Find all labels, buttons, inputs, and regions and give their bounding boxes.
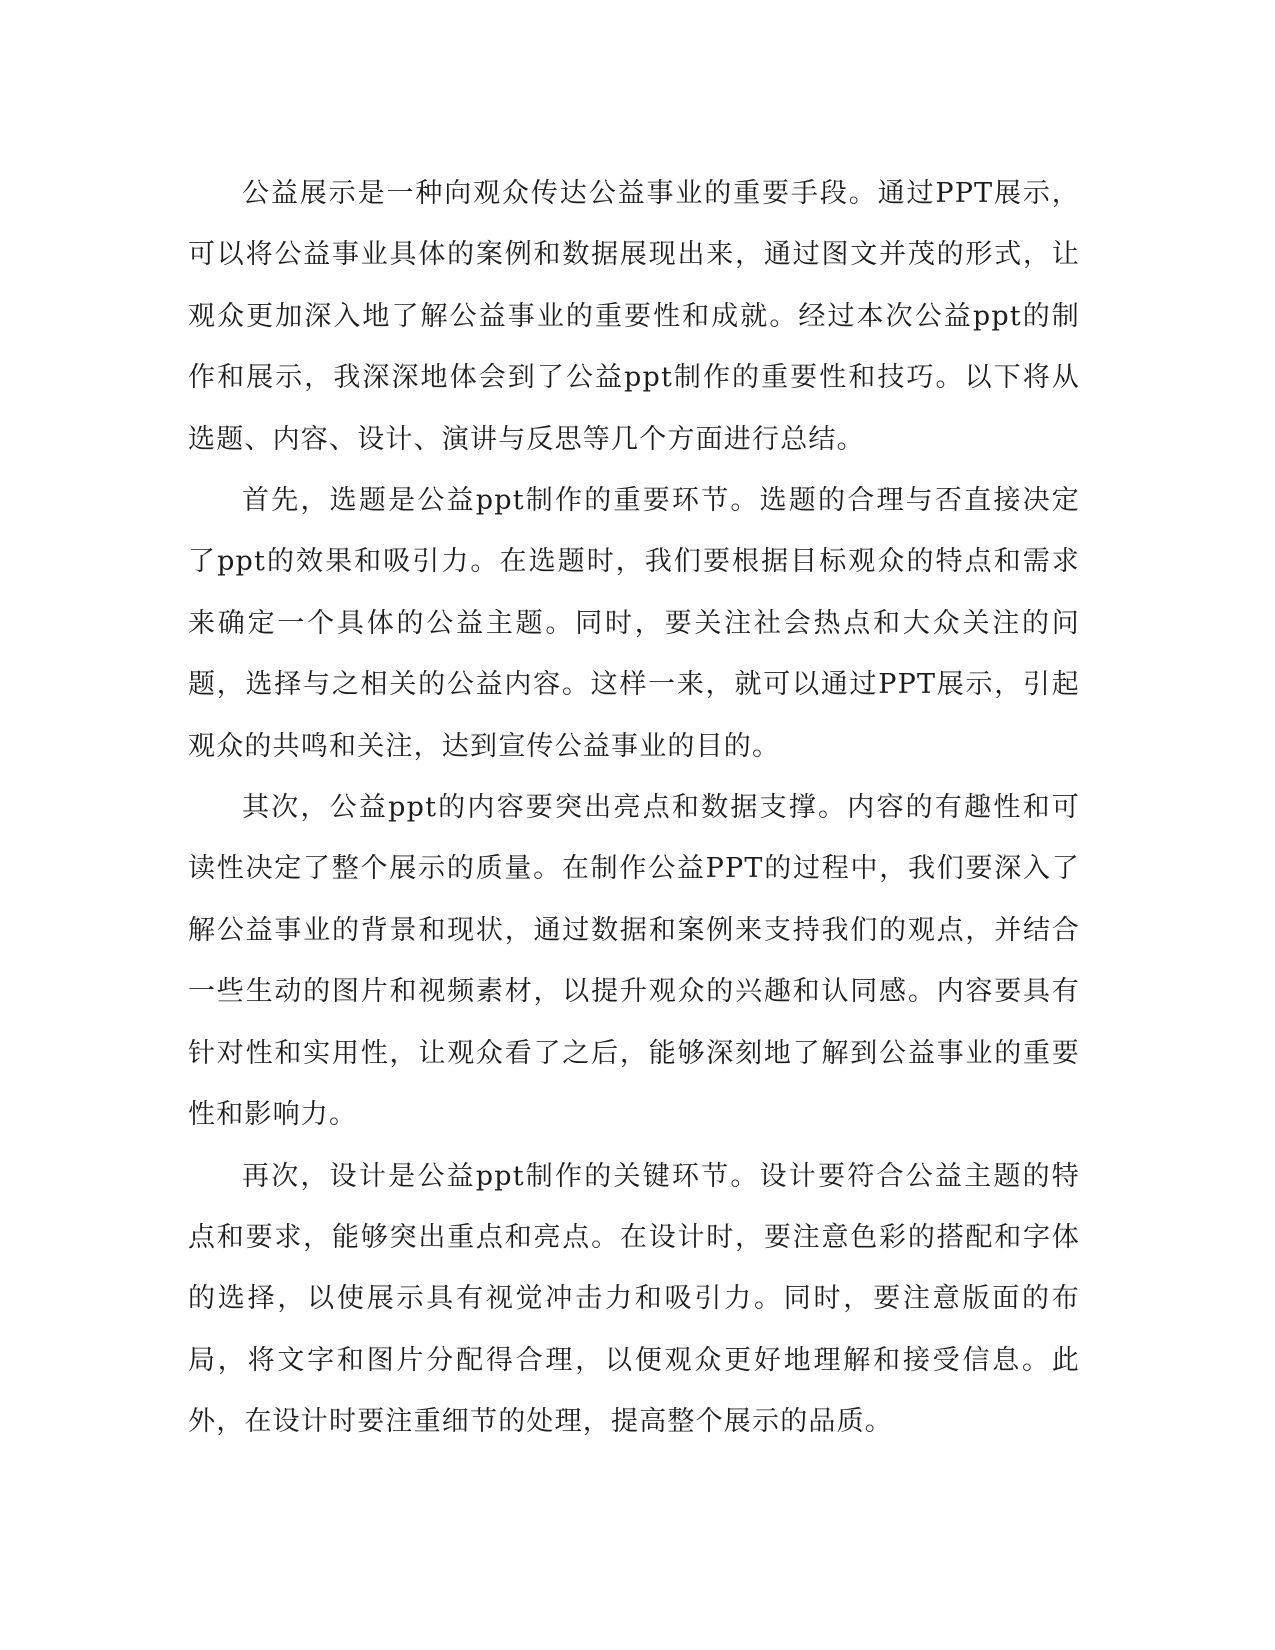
paragraph-topic-selection: 首先，选题是公益ppt制作的重要环节。选题的合理与否直接决定了ppt的效果和吸引力。在选题时，我们要根据目标观众的特点和需求来确定一个具体的公益主题。同时，要关注社会热点和大众关注的问题，选择与之相关的公益内容。这样一来，就可以通过PPT展示，引起观众的共鸣和关注，达到宣传公益事业的目的。 — [188, 485, 1080, 762]
document-body — [188, 163, 1080, 1453]
paragraph-content: 其次，公益ppt的内容要突出亮点和数据支撑。内容的有趣性和可读性决定了整个展示的质量。在制作公益PPT的过程中，我们要深入了解公益事业的背景和现状，通过数据和案例来支持我们的观点，并结合一些生动的图片和视频素材，以提升观众的兴趣和认同感。内容要具有针对性和实用性，让观众看了之后，能够深刻地了解到公益事业的重要性和影响力。 — [188, 792, 1080, 1131]
paragraph-intro: 公益展示是一种向观众传达公益事业的重要手段。通过PPT展示，可以将公益事业具体的案例和数据展现出来，通过图文并茂的形式，让观众更加深入地了解公益事业的重要性和成就。经过本次公益ppt的制作和展示，我深深地体会到了公益ppt制作的重要性和技巧。以下将从选题、内容、设计、演讲与反思等几个方面进行总结。 — [188, 178, 1080, 455]
paragraph-design: 再次，设计是公益ppt制作的关键环节。设计要符合公益主题的特点和要求，能够突出重点和亮点。在设计时，要注意色彩的搭配和字体的选择，以使展示具有视觉冲击力和吸引力。同时，要注意版面的布局，将文字和图片分配得合理，以便观众更好地理解和接受信息。此外，在设计时要注重细节的处理，提高整个展示的品质。 — [188, 1160, 1080, 1438]
